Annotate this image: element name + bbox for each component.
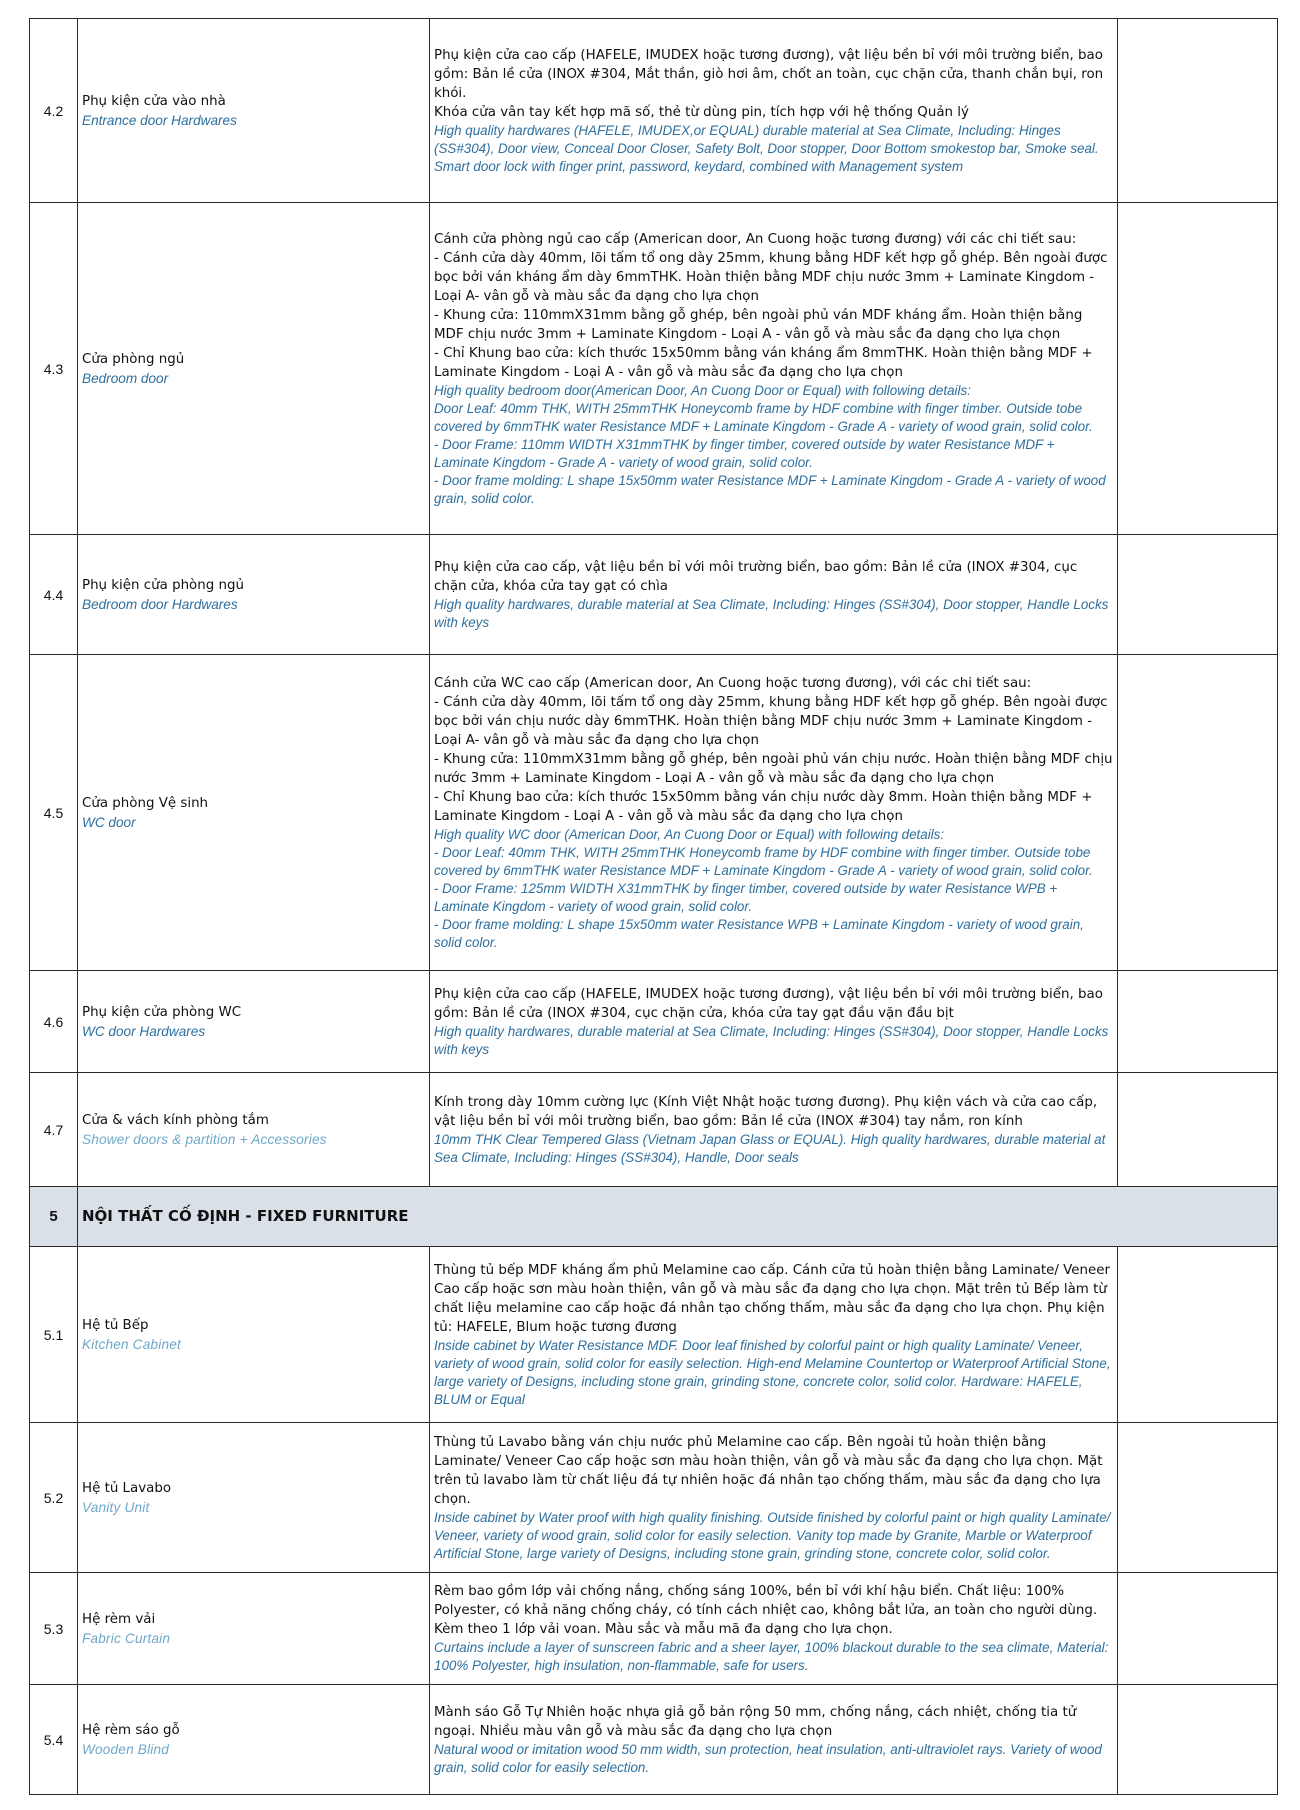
item-name-en: Kitchen Cabinet	[82, 1336, 181, 1352]
notes-cell	[1118, 971, 1278, 1073]
notes-cell	[1118, 655, 1278, 971]
notes-cell	[1118, 1685, 1278, 1795]
description-vn: Cánh cửa phòng ngủ cao cấp (American door, An Cuong hoặc tương đương) với các chi tiết sau: - Cánh cửa dày 40mm, lõi tấm tổ ong dày 25mm, khung bằng HDF kết hợp gỗ ghép. Bên ngoài được bọc bởi ván kháng ẩm dày 6mmTHK. Hoàn thiện bằng MDF chịu nước 3mm + Laminate Kingdom - Loại A- vân gỗ và màu sắc đa dạng cho lựa chọn - Khung cửa: 110mmX31mm bằng gỗ ghép, bên ngoài phủ ván MDF kháng ẩm. Hoàn thiện bằng MDF chịu nước 3mm + Laminate Kingdom - Loại A - vân gỗ và màu sắc đa dạng cho lựa chọn - Chỉ Khung bao cửa: kích thước 15x50mm bằng ván kháng ẩm 8mmTHK. Hoàn thiện bằng MDF + Laminate Kingdom - Loại A - vân gỗ và màu sắc đa dạng cho lựa chọn	[434, 231, 1108, 380]
item-name-en: Shower doors & partition + Accessories	[82, 1131, 327, 1147]
section-title-cell	[78, 1187, 1278, 1247]
description-vn: Phụ kiện cửa cao cấp (HAFELE, IMUDEX hoặc tương đương), vật liệu bền bỉ với môi trường biển, bao gồm: Bản lề cửa (INOX #304, cục chặn cửa, khóa cửa tay gạt đầu vặn đầu bịt	[434, 986, 1103, 1021]
item-number: 4.3	[30, 203, 78, 535]
item-name-cell	[78, 1247, 430, 1423]
description-vn: Rèm bao gồm lớp vải chống nắng, chống sáng 100%, bền bỉ với khí hậu biển. Chất liệu: 100% Polyester, có khả năng chống cháy, có tính cách nhiệt cao, không bắt lửa, an toàn cho người dùng. Kèm theo 1 lớp vải voan. Màu sắc và mẫu mã đa dạng cho lựa chọn.	[434, 1584, 1098, 1637]
table-row	[30, 203, 1278, 535]
item-name-en: WC door	[82, 814, 136, 830]
item-number: 5.1	[30, 1247, 78, 1423]
notes-cell	[1118, 203, 1278, 535]
item-name-vn: Phụ kiện cửa phòng ngủ	[82, 577, 244, 593]
notes-cell	[1118, 1073, 1278, 1187]
item-name-vn: Hệ rèm sáo gỗ	[82, 1722, 180, 1738]
description-vn: Kính trong dày 10mm cường lực (Kính Việt Nhật hoặc tương đương). Phụ kiện vách và cửa cao cấp, vật liệu bền bỉ với môi trường biển, bao gồm: Bản lề cửa (INOX #304) tay nắm, ron kính	[434, 1094, 1098, 1129]
section-number: 5	[30, 1187, 78, 1247]
description-en: High quality WC door (American Door, An Cuong Door or Equal) with following details: - Door Leaf: 40mm THK, WITH 25mmTHK Honeycomb frame by HDF combine with finger timber. Outside tobe covered by 6mmTHK water Resistance MDF + Laminate Kingdom - Grade A - variety of wood grain, solid color. - Door Frame: 125mm WIDTH X31mmTHK by finger timber, covered outside by water Resistance WPB + Laminate Kingdom - variety of wood grain, solid color. - Door frame molding: L shape 15x50mm water Resistance WPB + Laminate Kingdom - variety of wood grain, solid color.	[434, 826, 1093, 950]
description-en: High quality hardwares, durable material at Sea Climate, Including: Hinges (SS#304), Door stopper, Handle Locks with keys	[434, 596, 1109, 630]
description-vn: Thùng tủ Lavabo bằng ván chịu nước phủ Melamine cao cấp. Bên ngoài tủ hoàn thiện bằng Laminate/ Veneer Cao cấp hoặc sơn màu hoàn thiện, vân gỗ và màu sắc đa dạng cho lựa chọn. Mặt trên tủ lavabo làm từ chất liệu đá tự nhiên hoặc đá nhân tạo chống thấm, màu sắc đa dạng cho lựa chọn.	[434, 1434, 1103, 1507]
description-en: Inside cabinet by Water proof with high quality finishing. Outside finished by colorful paint or high quality Laminate/ Veneer, variety of wood grain, solid color for easily selection. Vanity top made by Granite, Marble or Waterproof Artificial Stone, large variety of Designs, including stone grain, grinding stone, concrete color, solid color.	[434, 1509, 1111, 1561]
item-name-vn: Phụ kiện cửa phòng WC	[82, 1004, 242, 1020]
table-row	[30, 1073, 1278, 1187]
description-en: Inside cabinet by Water Resistance MDF. Door leaf finished by colorful paint or high quality Laminate/ Veneer, variety of wood grain, solid color for easily selection. High-end Melamine Countertop or Waterproof Artificial Stone, large variety of Designs, including stone grain, grinding stone, concrete color, solid color. Hardware: HAFELE, BLUM or Equal	[434, 1337, 1111, 1407]
table-row	[30, 535, 1278, 655]
table-row	[30, 1573, 1278, 1685]
item-name-cell	[78, 1073, 430, 1187]
item-description-cell	[430, 535, 1118, 655]
item-number: 5.3	[30, 1573, 78, 1685]
notes-cell	[1118, 1423, 1278, 1573]
description-en: 10mm THK Clear Tempered Glass (Vietnam Japan Glass or EQUAL). High quality hardwares, durable material at Sea Climate, Including: Hinges (SS#304), Handle, Door seals	[434, 1131, 1106, 1165]
description-vn: Phụ kiện cửa cao cấp, vật liệu bền bỉ với môi trường biển, bao gồm: Bản lề cửa (INOX #304, cục chặn cửa, khóa cửa tay gạt có chìa	[434, 559, 1078, 594]
item-name-en: Wooden Blind	[82, 1741, 170, 1757]
section-title: NỘI THẤT CỐ ĐỊNH - FIXED FURNITURE	[82, 1207, 409, 1225]
table-row	[30, 655, 1278, 971]
item-name-cell	[78, 1423, 430, 1573]
item-description-cell	[430, 1247, 1118, 1423]
item-description-cell	[430, 1573, 1118, 1685]
description-en: High quality hardwares, durable material at Sea Climate, Including: Hinges (SS#304), Door stopper, Handle Locks with keys	[434, 1023, 1109, 1057]
item-name-cell	[78, 535, 430, 655]
item-name-cell	[78, 1573, 430, 1685]
item-name-vn: Cửa phòng ngủ	[82, 351, 185, 367]
item-name-vn: Hệ rèm vải	[82, 1611, 156, 1627]
notes-cell	[1118, 535, 1278, 655]
item-number: 5.4	[30, 1685, 78, 1795]
item-name-cell	[78, 971, 430, 1073]
item-number: 4.2	[30, 19, 78, 203]
table-row	[30, 1247, 1278, 1423]
item-number: 4.5	[30, 655, 78, 971]
item-name-en: Fabric Curtain	[82, 1630, 171, 1646]
item-name-vn: Hệ tủ Bếp	[82, 1317, 149, 1333]
description-en: Natural wood or imitation wood 50 mm width, sun protection, heat insulation, anti-ultraviolet rays. Variety of wood grain, solid color for easily selection.	[434, 1741, 1102, 1775]
item-name-en: Entrance door Hardwares	[82, 112, 237, 128]
item-name-cell	[78, 203, 430, 535]
item-name-vn: Phụ kiện cửa vào nhà	[82, 93, 226, 109]
specification-table	[29, 18, 1278, 1795]
item-name-cell	[78, 19, 430, 203]
notes-cell	[1118, 19, 1278, 203]
item-name-en: WC door Hardwares	[82, 1023, 206, 1039]
table-row	[30, 1423, 1278, 1573]
item-name-cell	[78, 1685, 430, 1795]
item-name-en: Bedroom door	[82, 370, 169, 386]
table-row	[30, 971, 1278, 1073]
description-vn: Phụ kiện cửa cao cấp (HAFELE, IMUDEX hoặc tương đương), vật liệu bền bỉ với môi trường biển, bao gồm: Bản lề cửa (INOX #304, Mắt thần, giò hơi âm, chốt an toàn, cục chặn cửa, thanh chắn bụi, ron khói. Khóa cửa vân tay kết hợp mã số, thẻ từ dùng pin, tích hợp với hệ thống Quản lý	[434, 47, 1104, 120]
section-header-row	[30, 1187, 1278, 1247]
table-row	[30, 19, 1278, 203]
item-name-en: Vanity Unit	[82, 1499, 150, 1515]
item-description-cell	[430, 19, 1118, 203]
item-number: 4.7	[30, 1073, 78, 1187]
description-en: High quality hardwares (HAFELE, IMUDEX,or EQUAL) durable material at Sea Climate, Including: Hinges (SS#304), Door view, Conceal Door Closer, Safety Bolt, Door stopper, Door Bottom smokestop bar, Smoke seal. Smart door lock with finger print, password, keydard, combined with Management system	[434, 122, 1099, 174]
item-description-cell	[430, 203, 1118, 535]
item-description-cell	[430, 1685, 1118, 1795]
description-vn: Mành sáo Gỗ Tự Nhiên hoặc nhựa giả gỗ bản rộng 50 mm, chống nắng, cách nhiệt, chống tia tử ngoại. Nhiều màu vân gỗ và màu sắc đa dạng cho lựa chọn	[434, 1704, 1077, 1739]
notes-cell	[1118, 1247, 1278, 1423]
description-en: High quality bedroom door(American Door, An Cuong Door or Equal) with following details: Door Leaf: 40mm THK, WITH 25mmTHK Honeycomb frame by HDF combine with finger timber. Outside tobe covered by 6mmTHK water Resistance MDF + Laminate Kingdom - Grade A - variety of wood grain, solid color. - Door Frame: 110mm WIDTH X31mmTHK by finger timber, covered outside by water Resistance MDF + Laminate Kingdom - Grade A - variety of wood grain, solid color. - Door frame molding: L shape 15x50mm water Resistance MDF + Laminate Kingdom - Grade A - variety of wood grain, solid color.	[434, 382, 1106, 506]
item-name-cell	[78, 655, 430, 971]
item-description-cell	[430, 1073, 1118, 1187]
item-description-cell	[430, 971, 1118, 1073]
item-name-vn: Cửa & vách kính phòng tắm	[82, 1112, 269, 1128]
item-name-vn: Cửa phòng Vệ sinh	[82, 795, 209, 811]
item-name-vn: Hệ tủ Lavabo	[82, 1480, 172, 1496]
description-vn: Thùng tủ bếp MDF kháng ẩm phủ Melamine cao cấp. Cánh cửa tủ hoàn thiện bằng Laminate/ Veneer Cao cấp hoặc sơn màu hoàn thiện, vân gỗ và màu sắc đa dạng cho lựa chọn. Mặt trên tủ Bếp làm từ chất liệu melamine cao cấp hoặc đá nhân tạo chống thấm, màu sắc đa dạng cho lựa chọn. Phụ kiện tủ: HAFELE, Blum hoặc tương đương	[434, 1262, 1111, 1335]
item-description-cell	[430, 1423, 1118, 1573]
item-number: 4.4	[30, 535, 78, 655]
description-en: Curtains include a layer of sunscreen fabric and a sheer layer, 100% blackout durable to the sea climate, Material: 100% Polyester, high insulation, non-flammable, safe for users.	[434, 1640, 1109, 1673]
table-row	[30, 1685, 1278, 1795]
item-name-en: Bedroom door Hardwares	[82, 596, 238, 612]
item-number: 4.6	[30, 971, 78, 1073]
description-vn: Cánh cửa WC cao cấp (American door, An Cuong hoặc tương đương), với các chi tiết sau: - Cánh cửa dày 40mm, lõi tấm tổ ong dày 25mm, khung bằng HDF kết hợp gỗ ghép. Bên ngoài được bọc bởi ván chịu nước dày 6mmTHK. Hoàn thiện bằng MDF chịu nước 3mm + Laminate Kingdom - Loại A- vân gỗ và màu sắc đa dạng cho lựa chọn - Khung cửa: 110mmX31mm bằng gỗ ghép, bên ngoài phủ ván chịu nước. Hoàn thiện bằng MDF chịu nước 3mm + Laminate Kingdom - Loại A - vân gỗ và màu sắc đa dạng cho lựa chọn - Chỉ Khung bao cửa: kích thước 15x50mm bằng ván chịu nước dày 8mm. Hoàn thiện bằng MDF + Laminate Kingdom - Loại A - vân gỗ và màu sắc đa dạng cho lựa chọn	[434, 675, 1113, 824]
notes-cell	[1118, 1573, 1278, 1685]
item-number: 5.2	[30, 1423, 78, 1573]
item-description-cell	[430, 655, 1118, 971]
